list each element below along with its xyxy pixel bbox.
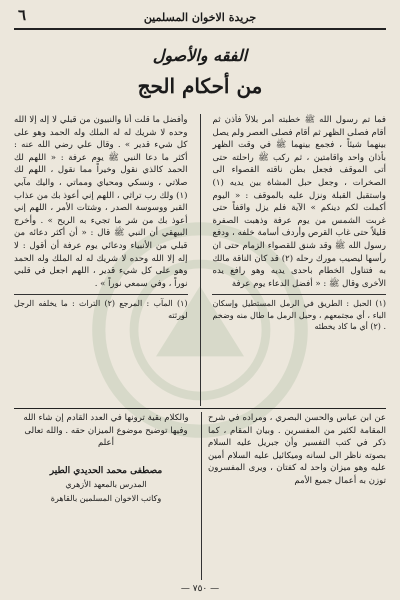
publication-name: جريدة الاخوان المسلمين (143, 10, 257, 24)
author-title: المدرس بالمعهد الأزهري (65, 479, 147, 489)
left-column (14, 114, 194, 406)
article-body (14, 114, 386, 406)
section-title: الفقه والأصول (152, 46, 248, 65)
page-footer-number: — ٧٥٠ — (180, 584, 220, 594)
closing-paragraph: والكلام بقية ترونها في العدد القادم إن شاء الله وفيها توضيح موضوع الميزان حقه . والله تعالى أعلم (23, 413, 189, 449)
page-number: ٦ (18, 6, 27, 24)
right-column-text: فما تم رسول الله ﷺ خطبته أمر بلالاً فأذن ثم أقام فصلى الظهر ثم أقام فصلى العصر ولم يصل بينهما شيئاً ، فجمع بينهما ﷺ في وقت الظهر بأذان واحد واقامتين ، ثم ركب ﷺ راحلته حتى أتى الموقف فجعل بطن ناقته القصواء الى الصخرات ، وجعل حبل المشاة بين يديه (١) واستقبل القبلة ونزل عليه بالموقف : « اليوم أكملت لكم دينكم » الآية فلم يزل واقفاً حتى غربت الشمس من يوم عرفة وذهبت الصفرة قليلاً حتى غاب القرص وأردف أسامة خلفه ، ودفع رسول الله ﷺ وقد شنق للقصواء الزمام حتى ان رأسها ليصيب مورك رحله (٢) قد كان الناقة مالك به فتناول الخطام باحدى يديه وهو رافع يده الأخرى وقال ﷺ : « أفضل الدعاء يوم عرفة (212, 115, 386, 289)
author-affiliation: وكاتب الاخوان المسلمين بالقاهرة (50, 493, 162, 503)
page-header (14, 6, 386, 30)
lower-right-text: عن ابن عباس والحسن البصري ، ومراده في شرح المقامة لكثير من المفسرين . وبيان المقام ، كما ذكر في كتب التفسير وأن جبريل عليه السلام بصوته ناظر الى لسانه وميكائيل عليه السلام أمين عليه وهو ميزان واحد له كفتان ، ويرى المفسرون توزن به أعمال جميع الأمم (208, 413, 386, 486)
right-column (206, 114, 386, 406)
section-separator (14, 408, 386, 409)
lower-right-column (208, 412, 386, 580)
author-signature (17, 464, 195, 506)
author-name: مصطفى محمد الحديدي الطير (49, 465, 163, 476)
right-column-footnotes: (١) الحبل : الطريق في الرمل المستطيل وإسكان الباء ، أي مجتمعهم ، وحبل الرمل ما طال منه وضخم . (٢) أي ما كاد يخطئه (212, 299, 386, 332)
left-column-text: وأفضل ما قلت أنا والنبيون من قبلي لا إله إلا الله وحده لا شريك له له الملك وله الحمد وهو على كل شيء قدير » . وقال علي رضي الله عنه : أكثر ما دعا النبي ﷺ يوم عرفة : « اللهم لك الحمد كالذي نقول وخيراً مما نقول ، اللهم لك صلاتي ، ونسكي ومحياي ومماتي ، واليك مآبي (١) ولك رب تراثي ، اللهم إني أعوذ بك من عذاب القبر ووسوسة الصدر ، وشتات الأمر ، اللهم إني أعوذ بك من شر ما تجيء به الريح » . وأخرج البيهقي أن النبي ﷺ قال : « أن أكثر دعائه من قبلي من الأنبياء ودعائي يوم عرفة أن أقول : لا إله إلا الله وحده لا شريك له له الملك وله الحمد وهو على كل شيء قدير ، اللهم اجعل في قلبي نوراً ، وفي سمعي نوراً » . (14, 115, 188, 289)
column-divider (200, 114, 201, 406)
left-column-footnotes: (١) المآب : المرجع (٢) التراث : ما يخلفه الرجل لورثته (14, 299, 188, 320)
column-divider (201, 412, 202, 580)
footnote-divider (14, 294, 188, 295)
lower-section (14, 412, 386, 580)
article-title: من أحكام الحج (137, 74, 263, 98)
footnote-divider (212, 294, 386, 295)
lower-left-column (17, 412, 195, 580)
